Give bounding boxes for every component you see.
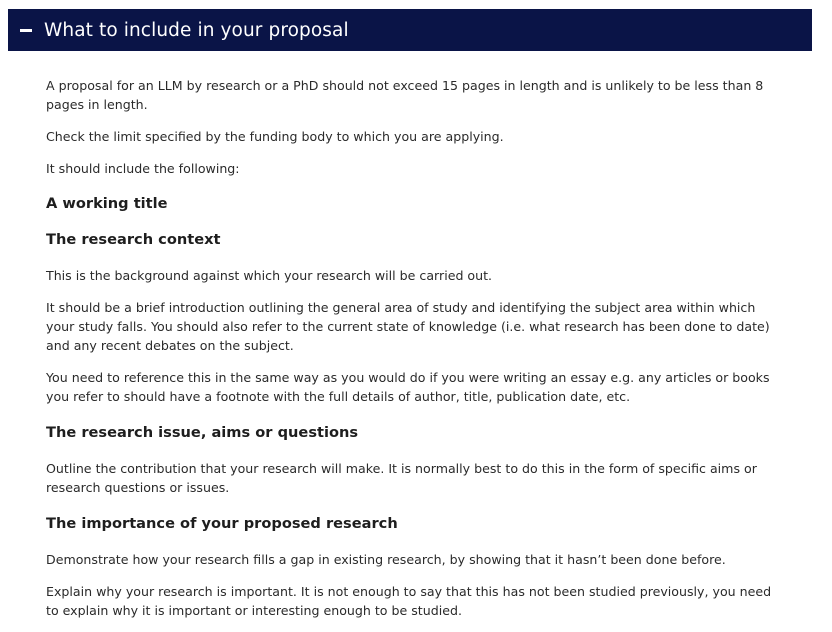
paragraph-contribution: Outline the contribution that your research will make. It is normally best to do this in the form of specific aims or research questions or issues.: [46, 461, 757, 495]
paragraph-background: This is the background against which your research will be carried out.: [46, 268, 493, 283]
paragraph-include-following: It should include the following:: [46, 161, 240, 176]
accordion-content: [46, 76, 778, 632]
paragraph-check-limit: Check the limit specified by the funding body to which you are applying.: [46, 129, 504, 144]
heading-research-issue: The research issue, aims or questions: [46, 424, 359, 441]
heading-working-title: A working title: [46, 195, 168, 212]
accordion-title: What to include in your proposal: [44, 19, 349, 41]
accordion-toggle[interactable]: [8, 9, 812, 51]
paragraph-gap: Demonstrate how your research fills a gap in existing research, by showing that it hasn’t been done before.: [46, 552, 726, 567]
heading-research-context: The research context: [46, 231, 221, 248]
paragraph-reference: You need to reference this in the same way as you would do if you were writing an essay e.g. any articles or books you refer to should have a footnote with the full details of author, title, publication date, etc.: [46, 370, 770, 404]
top-edge: [0, 0, 832, 8]
paragraph-length-limit: A proposal for an LLM by research or a PhD should not exceed 15 pages in length and is unlikely to be less than 8 pages in length.: [46, 78, 764, 112]
paragraph-why-important: Explain why your research is important. It is not enough to say that this has not been studied previously, you need to explain why it is important or interesting enough to be studied.: [46, 584, 772, 618]
heading-importance: The importance of your proposed research: [46, 515, 398, 532]
minus-icon: [20, 29, 32, 32]
paragraph-introduction: It should be a brief introduction outlining the general area of study and identifying the subject area within which your study falls. You should also refer to the current state of knowledge (i.e. what research has been done to date) and any recent debates on the subject.: [46, 300, 770, 353]
